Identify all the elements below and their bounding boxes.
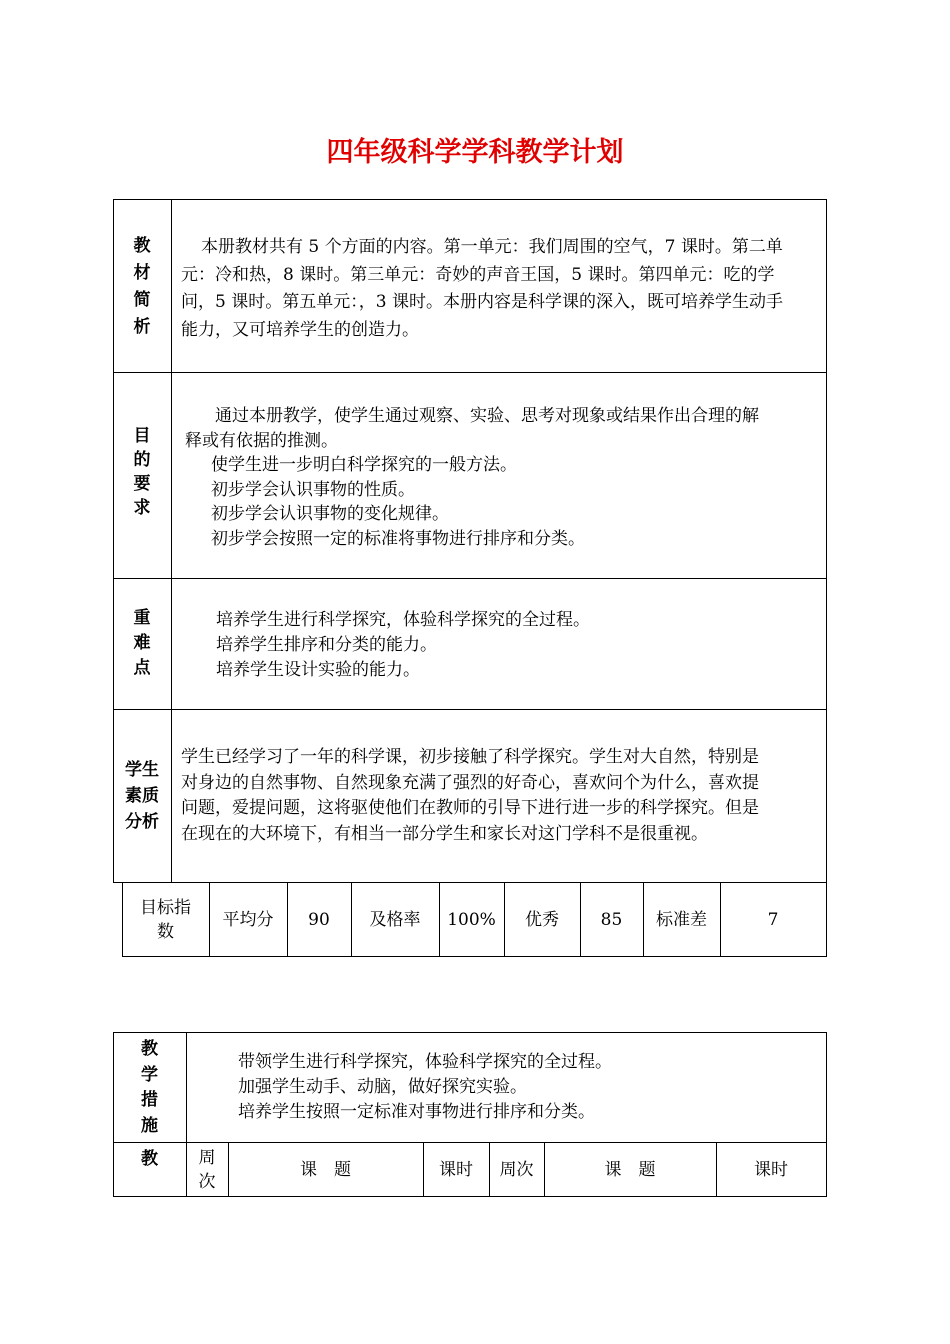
row-divider — [113, 709, 827, 710]
row-divider — [113, 578, 827, 579]
excellent-value: 85 — [600, 910, 623, 930]
key-points-label: 重 难 点 — [133, 608, 151, 678]
avg-value: 90 — [308, 910, 330, 930]
targets-divider — [826, 883, 827, 957]
excellent-label: 优秀 — [525, 910, 559, 930]
pass-label: 及格率 — [369, 910, 421, 930]
targets-label: 目标指 数 — [140, 898, 191, 942]
page-title: 四年级科学学科教学计划 — [326, 137, 624, 168]
row-divider — [113, 372, 827, 373]
materials-text: 本册教材共有 5 个方面的内容。第一单元：我们周围的空气，7 课时。第二单 元：冷和热，8 课时。第三单元：奇妙的声音王国，5 课时。第四单元：吃的学 问，5 课时。第五单元：，3 课时。本册内容是科学课的深入，既可培养学生动手 能力，又可培养学生的创造力。 — [181, 237, 783, 340]
students-text: 学生已经学习了一年的科学课，初步接触了科学探究。学生对大自然，特别是 对身边的自然事物、自然现象充满了强烈的好奇心，喜欢问个为什么，喜欢提 问题，爱提问题，这将驱使他们在教师的引导下进行进一步的科学探究。但是 在现在的大环境下，有相当一部分学生和家长对这门学科不是很重视。 — [181, 747, 759, 844]
std-value: 7 — [767, 910, 779, 930]
pass-value: 100% — [447, 910, 496, 930]
measures-label: 教 学 措 施 — [141, 1039, 158, 1136]
week-header: 周 次 — [198, 1147, 216, 1192]
measures-text: 带领学生进行科学探究，体验科学探究的全过程。 加强学生动手、动脑，做好探究实验。 培养学生按照一定标准对事物进行排序和分类。 — [238, 1052, 612, 1122]
topic-header-2: 课 题 — [604, 1159, 656, 1180]
std-label: 标准差 — [656, 910, 707, 930]
schedule-label: 教 — [141, 1149, 158, 1169]
topic-header: 课 题 — [300, 1159, 351, 1180]
hours-header: 课时 — [439, 1159, 473, 1180]
goals-label: 目 的 要 求 — [133, 426, 151, 518]
students-label: 学生 素质 分析 — [125, 760, 159, 832]
label-column-divider — [171, 199, 172, 883]
materials-label: 教 材 简 析 — [133, 236, 151, 337]
week-header-2: 周次 — [499, 1159, 534, 1180]
hours-header-2: 课时 — [754, 1159, 788, 1180]
key-points-text: 培养学生进行科学探究，体验科学探究的全过程。 培养学生排序和分类的能力。 培养学生设计实验的能力。 — [216, 610, 590, 680]
avg-label: 平均分 — [222, 910, 274, 930]
goals-text: 通过本册教学，使学生通过观察、实验、思考对现象或结果作出合理的解 释或有依据的推测。 使学生进一步明白科学探究的一般方法。 初步学会认识事物的性质。 初步学会认识事物的变化规律。 初步学会按照一定的标准将事物进行排序和分类。 — [185, 406, 759, 549]
